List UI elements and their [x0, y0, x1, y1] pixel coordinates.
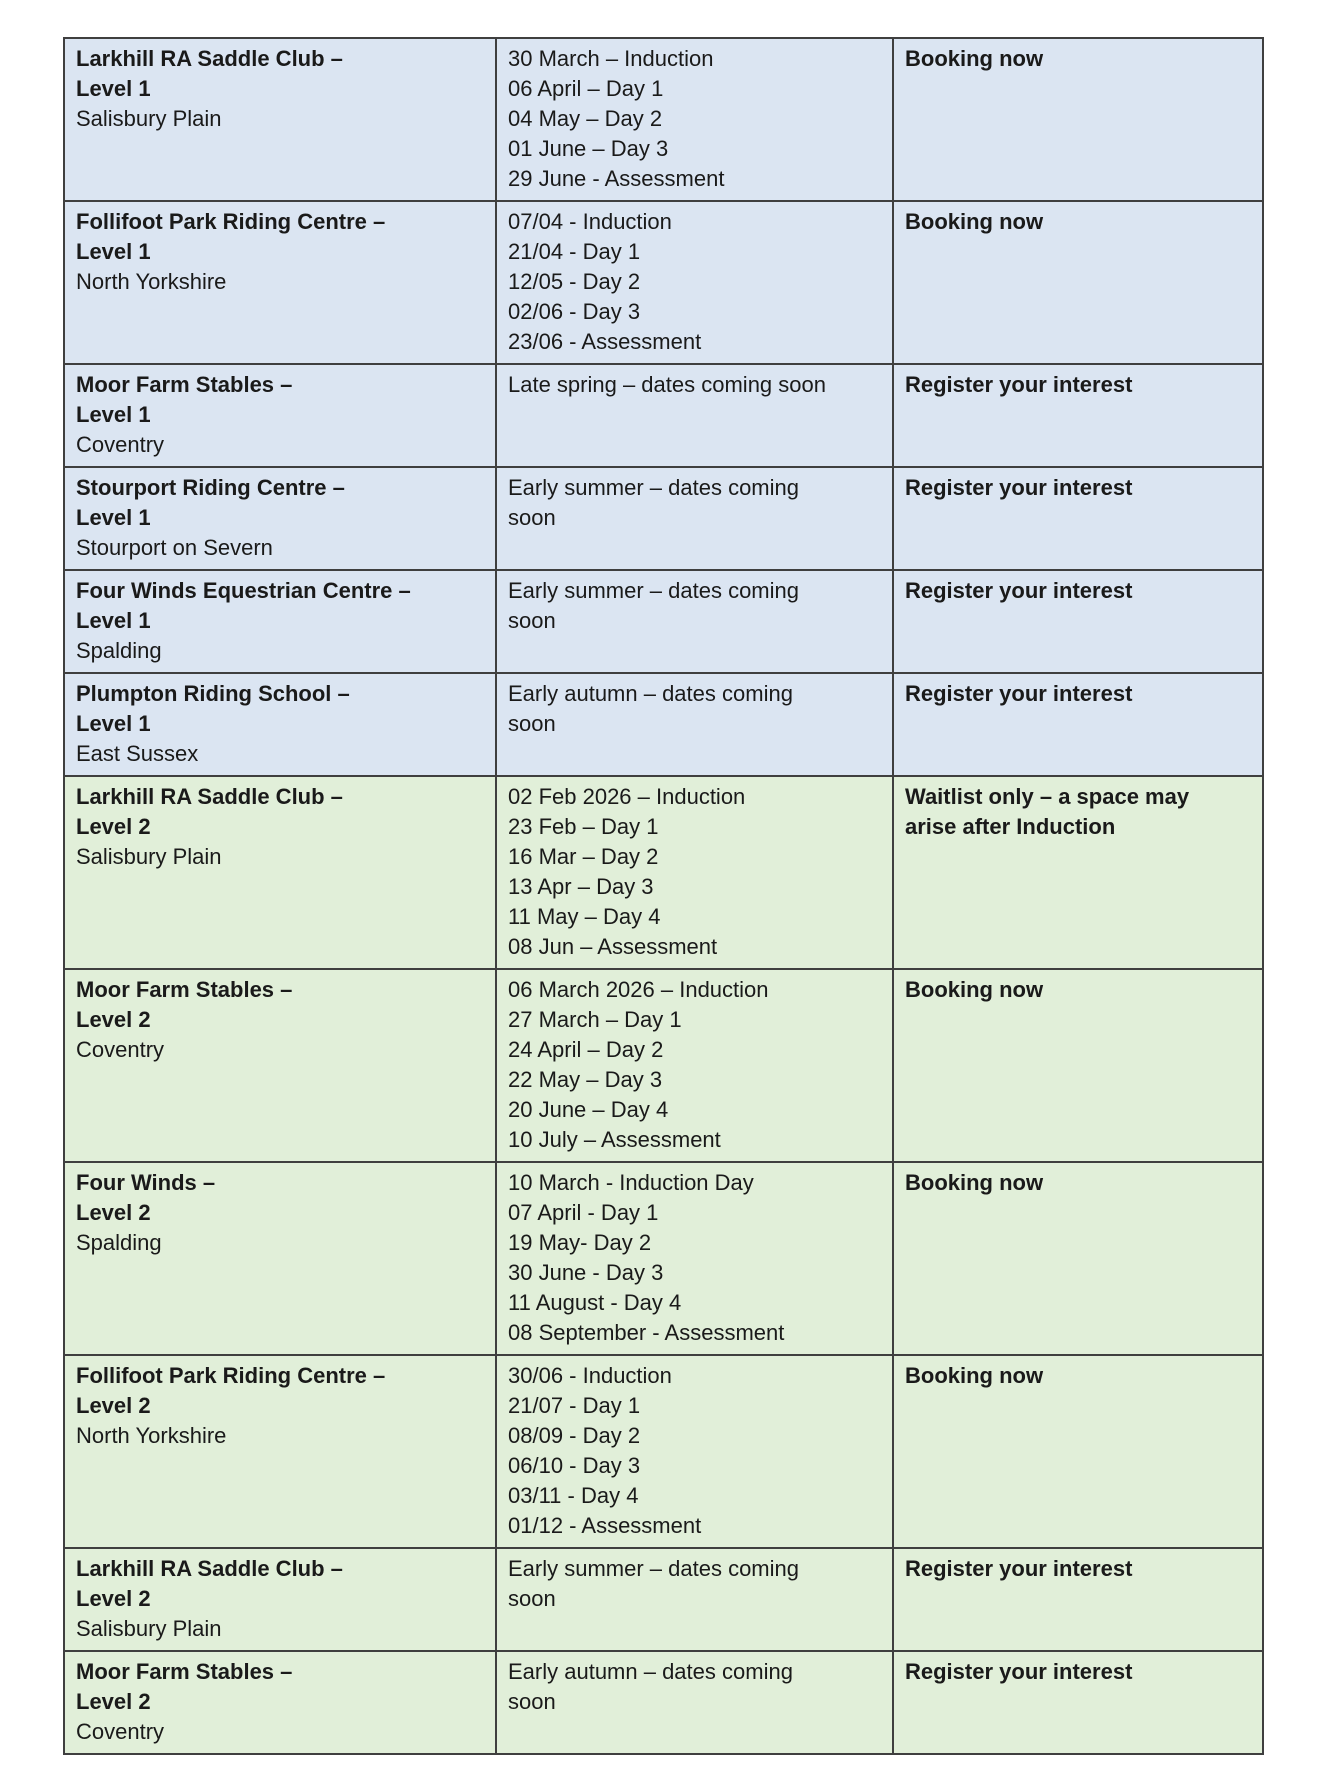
venue-name: Moor Farm Stables – — [76, 1659, 293, 1684]
table-row — [64, 364, 1263, 467]
venue-location: Coventry — [76, 1719, 165, 1744]
status-cell — [893, 364, 1263, 467]
status-line: Register your interest — [905, 578, 1133, 603]
date-line: 06 March 2026 – Induction — [508, 977, 769, 1002]
venue-level: Level 2 — [76, 1586, 151, 1611]
status-line: Register your interest — [905, 475, 1133, 500]
date-line: Early autumn – dates coming — [508, 681, 793, 706]
date-line: 02 Feb 2026 – Induction — [508, 784, 746, 809]
venue-location: North Yorkshire — [76, 1423, 227, 1448]
venue-location: Salisbury Plain — [76, 844, 222, 869]
venue-level: Level 1 — [76, 239, 151, 264]
venue-location: Spalding — [76, 1230, 162, 1255]
status-cell — [893, 38, 1263, 201]
status-line: Booking now — [905, 1363, 1044, 1388]
venue-location: East Sussex — [76, 741, 199, 766]
venue-cell — [64, 1548, 496, 1651]
venue-name: Follifoot Park Riding Centre – — [76, 1363, 386, 1388]
venue-name: Larkhill RA Saddle Club – — [76, 1556, 343, 1581]
date-line: 16 Mar – Day 2 — [508, 844, 659, 869]
venue-level: Level 2 — [76, 1393, 151, 1418]
date-line: 02/06 - Day 3 — [508, 299, 641, 324]
venue-name: Moor Farm Stables – — [76, 977, 293, 1002]
venue-name: Follifoot Park Riding Centre – — [76, 209, 386, 234]
table-row — [64, 969, 1263, 1162]
venue-level: Level 1 — [76, 402, 151, 427]
date-line: 23 Feb – Day 1 — [508, 814, 659, 839]
venue-cell — [64, 1651, 496, 1754]
venue-name: Four Winds Equestrian Centre – — [76, 578, 411, 603]
dates-cell — [496, 1355, 893, 1548]
table-row — [64, 1162, 1263, 1355]
date-line: 01 June – Day 3 — [508, 136, 669, 161]
status-cell — [893, 1162, 1263, 1355]
status-cell — [893, 467, 1263, 570]
venue-cell — [64, 570, 496, 673]
date-line: 04 May – Day 2 — [508, 106, 663, 131]
date-line: soon — [508, 1586, 556, 1611]
dates-cell — [496, 38, 893, 201]
dates-cell — [496, 776, 893, 969]
venue-name: Stourport Riding Centre – — [76, 475, 345, 500]
table-row — [64, 1355, 1263, 1548]
venue-level: Level 1 — [76, 505, 151, 530]
date-line: 11 May – Day 4 — [508, 904, 661, 929]
date-line: 30/06 - Induction — [508, 1363, 672, 1388]
date-line: 21/07 - Day 1 — [508, 1393, 641, 1418]
date-line: 08 Jun – Assessment — [508, 934, 718, 959]
venue-cell — [64, 1355, 496, 1548]
table-row — [64, 201, 1263, 364]
date-line: 27 March – Day 1 — [508, 1007, 682, 1032]
status-line: Register your interest — [905, 372, 1133, 397]
date-line: 10 March - Induction Day — [508, 1170, 754, 1195]
date-line: 19 May- Day 2 — [508, 1230, 652, 1255]
venue-level: Level 1 — [76, 608, 151, 633]
status-line: Booking now — [905, 1170, 1044, 1195]
dates-cell — [496, 1548, 893, 1651]
date-line: 11 August - Day 4 — [508, 1290, 682, 1315]
dates-cell — [496, 969, 893, 1162]
date-line: 12/05 - Day 2 — [508, 269, 641, 294]
venue-cell — [64, 776, 496, 969]
date-line: 06 April – Day 1 — [508, 76, 664, 101]
venue-level: Level 1 — [76, 711, 151, 736]
status-cell — [893, 1355, 1263, 1548]
venue-level: Level 2 — [76, 1689, 151, 1714]
table-body — [64, 38, 1263, 1754]
status-cell — [893, 776, 1263, 969]
date-line: Early summer – dates coming — [508, 578, 799, 603]
venue-location: Coventry — [76, 432, 165, 457]
status-line: Booking now — [905, 209, 1044, 234]
venue-location: Coventry — [76, 1037, 165, 1062]
document-page — [63, 37, 1264, 1755]
venue-cell — [64, 969, 496, 1162]
dates-cell — [496, 570, 893, 673]
venue-cell — [64, 38, 496, 201]
table-row — [64, 1651, 1263, 1754]
dates-cell — [496, 201, 893, 364]
date-line: 13 Apr – Day 3 — [508, 874, 654, 899]
date-line: 08 September - Assessment — [508, 1320, 785, 1345]
venue-cell — [64, 467, 496, 570]
venue-location: Salisbury Plain — [76, 106, 222, 131]
status-line: arise after Induction — [905, 814, 1116, 839]
table-row — [64, 1548, 1263, 1651]
venue-name: Larkhill RA Saddle Club – — [76, 46, 343, 71]
table-row — [64, 570, 1263, 673]
dates-cell — [496, 673, 893, 776]
status-line: Waitlist only – a space may — [905, 784, 1190, 809]
venue-level: Level 1 — [76, 76, 151, 101]
status-cell — [893, 1651, 1263, 1754]
date-line: Early autumn – dates coming — [508, 1659, 793, 1684]
date-line: 07/04 - Induction — [508, 209, 672, 234]
dates-cell — [496, 1651, 893, 1754]
status-line: Register your interest — [905, 1556, 1133, 1581]
status-cell — [893, 673, 1263, 776]
table-row — [64, 38, 1263, 201]
venue-location: Salisbury Plain — [76, 1616, 222, 1641]
date-line: 01/12 - Assessment — [508, 1513, 702, 1538]
date-line: Late spring – dates coming soon — [508, 372, 826, 397]
dates-cell — [496, 364, 893, 467]
date-line: soon — [508, 505, 556, 530]
date-line: soon — [508, 608, 556, 633]
venue-name: Moor Farm Stables – — [76, 372, 293, 397]
date-line: soon — [508, 711, 556, 736]
venue-name: Four Winds – — [76, 1170, 216, 1195]
date-line: 21/04 - Day 1 — [508, 239, 641, 264]
venue-level: Level 2 — [76, 1007, 151, 1032]
venue-location: Spalding — [76, 638, 162, 663]
venue-location: Stourport on Severn — [76, 535, 273, 560]
date-line: 08/09 - Day 2 — [508, 1423, 641, 1448]
dates-cell — [496, 467, 893, 570]
status-line: Booking now — [905, 46, 1044, 71]
status-cell — [893, 201, 1263, 364]
date-line: 20 June – Day 4 — [508, 1097, 669, 1122]
venue-cell — [64, 1162, 496, 1355]
table-row — [64, 467, 1263, 570]
table-row — [64, 673, 1263, 776]
date-line: Early summer – dates coming — [508, 1556, 799, 1581]
venue-level: Level 2 — [76, 1200, 151, 1225]
status-cell — [893, 1548, 1263, 1651]
status-line: Register your interest — [905, 681, 1133, 706]
venue-level: Level 2 — [76, 814, 151, 839]
status-line: Register your interest — [905, 1659, 1133, 1684]
dates-cell — [496, 1162, 893, 1355]
date-line: 30 June - Day 3 — [508, 1260, 664, 1285]
date-line: 30 March – Induction — [508, 46, 714, 71]
venue-name: Larkhill RA Saddle Club – — [76, 784, 343, 809]
venue-location: North Yorkshire — [76, 269, 227, 294]
date-line: 29 June - Assessment — [508, 166, 725, 191]
date-line: 22 May – Day 3 — [508, 1067, 663, 1092]
course-schedule-table — [63, 37, 1264, 1755]
venue-name: Plumpton Riding School – — [76, 681, 350, 706]
table-row — [64, 776, 1263, 969]
venue-cell — [64, 364, 496, 467]
status-cell — [893, 969, 1263, 1162]
date-line: 24 April – Day 2 — [508, 1037, 664, 1062]
venue-cell — [64, 673, 496, 776]
date-line: soon — [508, 1689, 556, 1714]
date-line: Early summer – dates coming — [508, 475, 799, 500]
date-line: 07 April - Day 1 — [508, 1200, 659, 1225]
venue-cell — [64, 201, 496, 364]
status-cell — [893, 570, 1263, 673]
date-line: 06/10 - Day 3 — [508, 1453, 641, 1478]
status-line: Booking now — [905, 977, 1044, 1002]
date-line: 10 July – Assessment — [508, 1127, 721, 1152]
date-line: 03/11 - Day 4 — [508, 1483, 639, 1508]
date-line: 23/06 - Assessment — [508, 329, 702, 354]
